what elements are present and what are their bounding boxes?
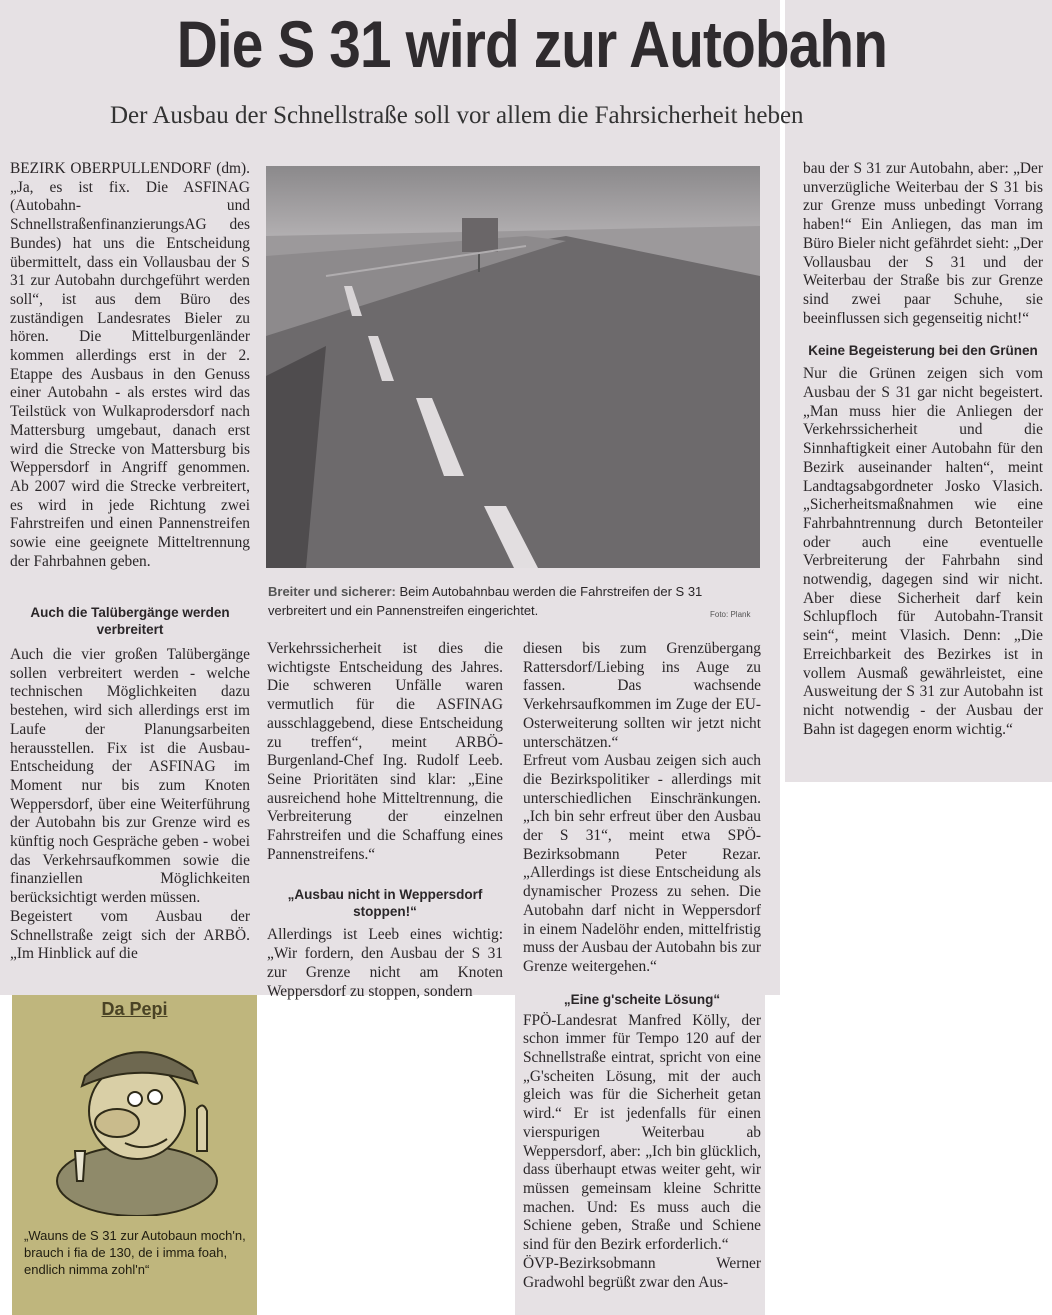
paragraph: diesen bis zum Grenzübergang Rattersdorf/Liebing ins Auge zu fassen. Das wachsende Verkehrsaufkommen im Zuge der EU-Osterweiterung sollten wir jetzt nicht unterschätzen.“ (523, 640, 761, 751)
caption-text: Beim Autobahnbau werden die Fahrstreifen der S 31 verbreitert und ein Pannenstreifen eingerichtet. (268, 584, 703, 618)
photo-credit: Foto: Plank (710, 610, 751, 619)
paragraph: Auch die vier großen Talübergänge sollen verbreitert werden - welche technischen Möglichkeiten dazu bestehen, wird sich allerdings erst im Laufe der Planungsarbeiten herausstellen. Fix ist die Ausbau-Entscheidung der ASFINAG im Moment nur bis zum Knoten Weppersdorf, über eine Weiterführung der Autobahn bis zur Grenze wird es künftig noch Gespräche geben - wobei das Verkehrsaufkommen sowie die finanziellen Möglichkeiten berücksichtigt werden müssen. (10, 646, 250, 907)
column-1-bottom (10, 596, 250, 964)
paragraph: bau der S 31 zur Autobahn, aber: „Der unverzügliche Weiterbau der S 31 bis zur Grenze muss unbedingt Vorrang haben!“ Ein Anliegen, das man im Büro Bieler nicht gefährdet sieht: „Der Vollausbau der S 31 und der Weiterbau der Straße bis zur Grenze sind zwei paar Schuhe, sie beeinflussen sich gegenseitig nicht!“ (803, 160, 1043, 327)
caption-lead: Breiter und sicherer: (268, 584, 396, 599)
column-4 (803, 160, 1043, 739)
subheading-gruene: Keine Begeisterung bei den Grünen (808, 343, 1038, 359)
column-3 (523, 640, 761, 1292)
paragraph: ÖVP-Bezirksobmann Werner Gradwohl begrüßt zwar den Aus- (523, 1254, 761, 1291)
paragraph: FPÖ-Landesrat Manfred Kölly, der schon immer für Tempo 120 auf der Schnellstraße eintrat, spricht von eine „G'scheiten Lösung, mit der auch gleich was für die Sicherheit getan wird.“ Er ist jedenfalls für einen vierspurigen Weiterbau ab Weppersdorf, aber: „Ich bin glücklich, dass überhaupt etwas weiter geht, wir müssen gemeinsam kleine Schritte machen. Und: Es muss auch die Schiene geben, Straße und Schiene sind für den Bezirk erforderlich.“ (523, 1011, 761, 1254)
road-photo (266, 166, 760, 568)
subheading-weppersdorf: „Ausbau nicht in Weppersdorf stoppen!“ (287, 887, 483, 920)
paragraph: Nur die Grünen zeigen sich vom Ausbau der S 31 gar nicht begeistert. „Man muss hier die Anliegen der Verkehrssicherheit und die Sinnhaftigkeit einer Autobahn für den Bezirk auseinander halten“, meint Landtagsabgordneter Josko Vlasich. „Sicherheitsmaßnahmen wie eine Fahrbahntrennung durch Betonteiler oder auch eine eventuelle Verbreiterung der Fahrbahn sind notwendig, dagegen sind wir nicht. Aber diese Sicherheit darf kein Schlupfloch für Autobahn-Transit sein“, meint Vlasich. Denn: „Die Erreichbarkeit des Bezirkes ist in vollem Ausmaß gewährleistet, eine Ausweitung der S 31 zur Autobahn ist nicht notwendig - der Ausbau der Bahn ist dagegen enorm wichtig.“ (803, 365, 1043, 738)
headline: Die S 31 wird zur Autobahn (176, 7, 888, 81)
column-1-top (10, 160, 250, 571)
cartoon-box (12, 995, 257, 1315)
pepi-cartoon-illustration (47, 1031, 232, 1216)
cartoon-title: Da Pepi (101, 999, 168, 1019)
paragraph: Erfreut vom Ausbau zeigen sich auch die Bezirkspolitiker - allerdings mit unterschiedlichen Einschränkungen. „Ich bin sehr erfreut über den Ausbau der S 31“, meint etwa SPÖ-Bezirksobmann Peter Rezar. „Allerdings ist diese Entscheidung als dynamischer Prozess zu sehen. Die Autobahn darf nicht in Weppersdorf in einem Nadelöhr enden, mittelfristig muss der Ausbau der Autobahn bis zur Grenze weitergehen.“ (523, 752, 761, 975)
intro-paragraph: BEZIRK OBERPULLENDORF (dm). „Ja, es ist fix. Die ASFINAG (Autobahn- und SchnellstraßenfinanzierungsAG des Bundes) hat uns die Entscheidung übermittelt, dass ein Vollausbau der S 31 zur Autobahn durchgeführt werden soll“, ist aus dem Büro des zuständigen Landesrates Bieler zu hören. Die Mittelburgenländer kommen allerdings erst in der 2. Etappe des Ausbaus in den Genuss einer Autobahn - als erstes wird das Teilstück von Wulkaprodersdorf nach Mattersburg umgebaut, danach erst wird die Strecke von Mattersburg bis Weppersdorf in Angriff genommen. Ab 2007 wird die Strecke verbreitert, es wird in jede Richtung zwei Fahrstreifen und einen Pannenstreifen sowie eine geeignete Mitteltrennung der Fahrbahnen geben. (10, 160, 250, 570)
paragraph: Begeistert vom Ausbau der Schnellstraße zeigt sich der ARBÖ. „Im Hinblick auf die (10, 907, 250, 963)
paragraph: Allerdings ist Leeb eines wichtig: „Wir fordern, den Ausbau der S 31 zur Grenze nicht am Knoten Weppersdorf zu stoppen, sondern (267, 926, 503, 1000)
subheadline: Der Ausbau der Schnellstraße soll vor allem die Fahrsicherheit heben (110, 102, 804, 129)
subheading-gscheite-loesung: „Eine g'scheite Lösung“ (563, 991, 721, 1007)
cartoon-quote: „Wauns de S 31 zur Autobaun moch'n, brauch i fia de 130, de i imma foah, endlich nimma zohl'n“ (24, 1228, 246, 1277)
paragraph: Verkehrssicherheit ist dies die wichtigste Entscheidung des Jahres. Die schweren Unfälle waren vermutlich für die ASFINAG ausschlaggebend, diese Entscheidung zu treffen“, meint ARBÖ-Burgenland-Chef Ing. Rudolf Leeb. Seine Prioritäten sind klar: „Eine ausreichend hohe Mitteltrennung, die Verbreiterung der einzelnen Fahrstreifen und die Schaffung eines Pannenstreifens.“ (267, 640, 503, 863)
road-photo-image (266, 166, 760, 568)
column-2 (267, 640, 503, 1001)
photo-caption (268, 582, 758, 620)
subheading-talubergaenge: Auch die Talübergänge werden verbreitert (30, 605, 230, 637)
